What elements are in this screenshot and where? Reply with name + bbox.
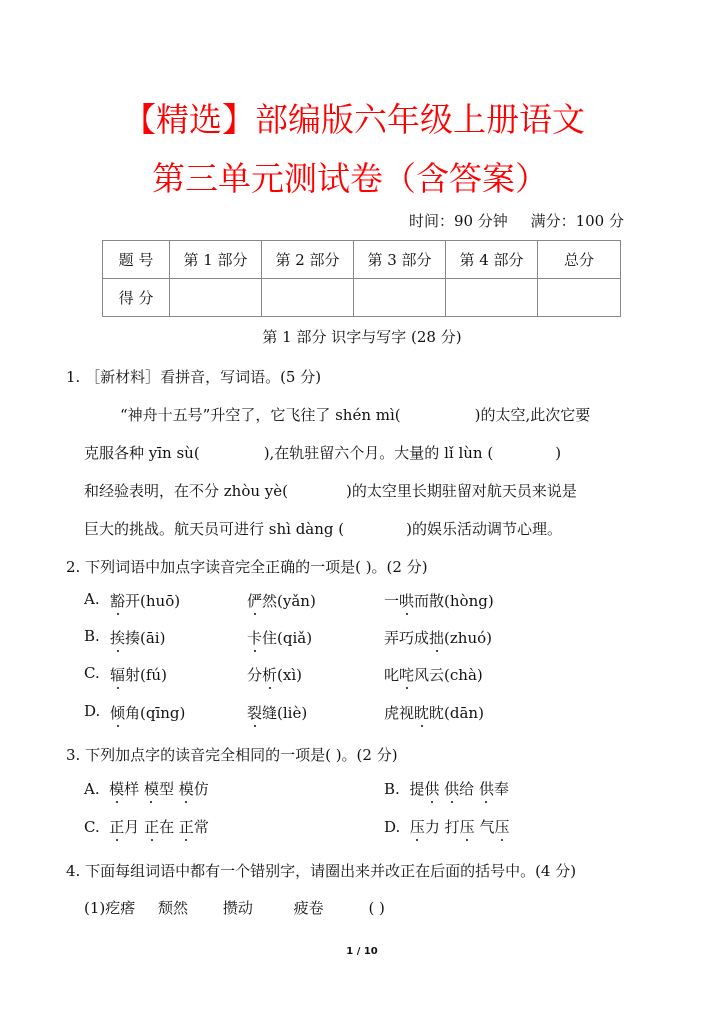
option-label: C. bbox=[84, 818, 100, 836]
dotted-char: 压 bbox=[409, 818, 425, 836]
word-text: 提 bbox=[409, 780, 425, 798]
q2-option-a-item bbox=[110, 590, 180, 611]
dotted-char: 裂 bbox=[247, 704, 263, 722]
exam-full-score: 满分：100 分 bbox=[530, 212, 624, 230]
word-text: 在 bbox=[159, 818, 175, 836]
question-4-stem: 4. 下面每组词语中都有一个错别字，请圈出来并改正在后面的括号中。(4 分) bbox=[66, 862, 577, 880]
q1-text: )的太空里长期驻留对航天员来说是 bbox=[346, 482, 577, 500]
word-text: 给 bbox=[459, 780, 475, 798]
score-input-cell[interactable] bbox=[538, 279, 621, 317]
question-1-line-1 bbox=[120, 404, 590, 425]
word-text: 月 bbox=[124, 818, 140, 836]
q3-option-c[interactable] bbox=[84, 816, 209, 837]
dotted-char: 压 bbox=[494, 818, 510, 836]
question-1-line-3 bbox=[84, 480, 577, 501]
dotted-char: 哄 bbox=[399, 592, 415, 610]
item-text: 弄巧成 bbox=[384, 629, 430, 647]
q2-option-b-item bbox=[110, 627, 165, 648]
q2-option-b-item bbox=[247, 627, 312, 648]
option-label: A. bbox=[84, 780, 100, 798]
item-text: 住(qiǎ) bbox=[262, 629, 313, 647]
word[interactable]: 颓然 bbox=[158, 899, 189, 917]
score-header-cell: 题 号 bbox=[103, 241, 170, 279]
item-text: 虎视 bbox=[384, 704, 415, 722]
q1-text: )的太空,此次它要 bbox=[474, 406, 591, 424]
q2-option-c-label[interactable]: C. bbox=[84, 664, 100, 682]
word[interactable]: 攒动 bbox=[222, 899, 253, 917]
q2-option-c-item bbox=[247, 664, 302, 685]
dotted-char: 模 bbox=[143, 780, 159, 798]
q2-option-c-item bbox=[384, 664, 483, 685]
dotted-char: 眈 bbox=[414, 704, 430, 722]
score-header-cell: 第 2 部分 bbox=[262, 241, 354, 279]
word[interactable]: 疲卷 bbox=[293, 899, 324, 917]
item-text: 分 bbox=[247, 666, 263, 684]
dotted-char: 拙 bbox=[429, 629, 445, 647]
item-text: 然(yǎn) bbox=[262, 592, 316, 610]
q2-option-a-item bbox=[247, 590, 316, 611]
dotted-char: 正 bbox=[178, 818, 194, 836]
word-text: 打 bbox=[444, 818, 460, 836]
q2-option-d-item bbox=[110, 702, 185, 723]
item-text: 而散(hòng) bbox=[414, 592, 494, 610]
question-3-stem: 3. 下列加点字的读音完全相同的一项是( )。(2 分) bbox=[66, 746, 398, 764]
item-text: 风云(chà) bbox=[414, 666, 483, 684]
word-text: 常 bbox=[193, 818, 209, 836]
dotted-char: 豁 bbox=[110, 592, 126, 610]
item-text: 开(huō) bbox=[125, 592, 181, 610]
q2-option-a-label[interactable]: A. bbox=[84, 590, 100, 608]
score-input-cell[interactable] bbox=[446, 279, 538, 317]
dotted-char: 模 bbox=[109, 780, 125, 798]
item-text: 叱 bbox=[384, 666, 400, 684]
score-row-label: 得 分 bbox=[103, 279, 170, 317]
score-header-cell: 第 4 部分 bbox=[446, 241, 538, 279]
dotted-char: 卡 bbox=[247, 629, 263, 647]
exam-time: 时间：90 分钟 bbox=[408, 212, 508, 230]
q1-text: 和经验表明，在不分 zhòu yè( bbox=[84, 482, 288, 500]
answer-blank[interactable]: ( ) bbox=[368, 899, 385, 917]
word[interactable]: 疙瘩 bbox=[105, 899, 136, 917]
q2-option-c-item bbox=[110, 664, 167, 685]
q4-item-1 bbox=[84, 897, 385, 918]
q3-option-d[interactable] bbox=[384, 816, 509, 837]
word-text: 奉 bbox=[493, 780, 509, 798]
q1-text: 克服各种 yīn sù( bbox=[84, 444, 200, 462]
item-number: (1) bbox=[84, 899, 106, 917]
dotted-char: 倾 bbox=[110, 704, 126, 722]
dotted-char: 正 bbox=[109, 818, 125, 836]
dotted-char: 正 bbox=[144, 818, 160, 836]
item-text: (xì) bbox=[277, 666, 302, 684]
item-text: (zhuó) bbox=[444, 629, 492, 647]
dotted-char: 辐 bbox=[110, 666, 126, 684]
dotted-char: 析 bbox=[262, 666, 278, 684]
section-title: 第 1 部分 识字与写字 (28 分) bbox=[262, 328, 462, 346]
question-1-stem: 1. ［新材料］看拼音，写词语。(5 分) bbox=[66, 368, 322, 386]
item-text: 缝(liè) bbox=[262, 704, 308, 722]
document-title-line1: 【精选】部编版六年级上册语文 bbox=[123, 100, 585, 139]
q2-option-d-label[interactable]: D. bbox=[84, 702, 101, 720]
q1-text: )的娱乐活动调节心理。 bbox=[406, 520, 562, 538]
q1-text: “神舟十五号”升空了，它飞往了 shén mì( bbox=[120, 406, 401, 424]
score-table-score-row bbox=[103, 279, 621, 317]
q1-text: ),在轨驻留六个月。大量的 lǐ lùn ( bbox=[263, 444, 494, 462]
page-number: 1 / 10 bbox=[346, 946, 378, 957]
document-title-line2: 第三单元测试卷（含答案） bbox=[152, 159, 548, 198]
dotted-char: 压 bbox=[459, 818, 475, 836]
question-1-line-2 bbox=[84, 442, 561, 463]
dotted-char: 挨 bbox=[110, 629, 126, 647]
q1-text: ) bbox=[555, 444, 562, 462]
score-table-header-row bbox=[103, 241, 621, 279]
score-header-cell: 第 3 部分 bbox=[354, 241, 446, 279]
score-header-cell: 第 1 部分 bbox=[170, 241, 262, 279]
option-label: D. bbox=[384, 818, 401, 836]
word-text: 样 bbox=[124, 780, 140, 798]
item-text: 角(qīng) bbox=[125, 704, 186, 722]
dotted-char: 咤 bbox=[399, 666, 415, 684]
word-text: 力 bbox=[424, 818, 440, 836]
dotted-char: 俨 bbox=[247, 592, 263, 610]
option-label: B. bbox=[384, 780, 400, 798]
exam-meta bbox=[391, 210, 624, 231]
question-1-line-4 bbox=[84, 518, 562, 539]
q3-option-b[interactable] bbox=[384, 778, 509, 799]
dotted-char: 供 bbox=[444, 780, 460, 798]
score-header-cell: 总分 bbox=[538, 241, 621, 279]
dotted-char: 供 bbox=[424, 780, 440, 798]
question-2-stem: 2. 下列词语中加点字读音完全正确的一项是( )。(2 分) bbox=[66, 558, 428, 576]
score-input-cell[interactable] bbox=[354, 279, 446, 317]
word-text: 仿 bbox=[193, 780, 209, 798]
q2-option-b-label[interactable]: B. bbox=[84, 627, 100, 645]
q2-option-b-item bbox=[384, 627, 492, 648]
item-text: 一 bbox=[384, 592, 400, 610]
score-input-cell[interactable] bbox=[170, 279, 262, 317]
q2-option-d-item bbox=[247, 702, 307, 723]
q2-option-d-item bbox=[384, 702, 484, 723]
score-input-cell[interactable] bbox=[262, 279, 354, 317]
item-text: 射(fú) bbox=[125, 666, 167, 684]
dotted-char: 模 bbox=[178, 780, 194, 798]
q2-option-a-item bbox=[384, 590, 494, 611]
word-text: 气 bbox=[479, 818, 495, 836]
dotted-char: 供 bbox=[478, 780, 494, 798]
q3-option-a[interactable] bbox=[84, 778, 209, 799]
q1-text: 巨大的挑战。航天员可进行 shì dàng ( bbox=[84, 520, 345, 538]
item-text: 眈(dān) bbox=[429, 704, 484, 722]
item-text: 揍(āi) bbox=[125, 629, 166, 647]
score-table bbox=[102, 240, 621, 317]
word-text: 型 bbox=[158, 780, 174, 798]
